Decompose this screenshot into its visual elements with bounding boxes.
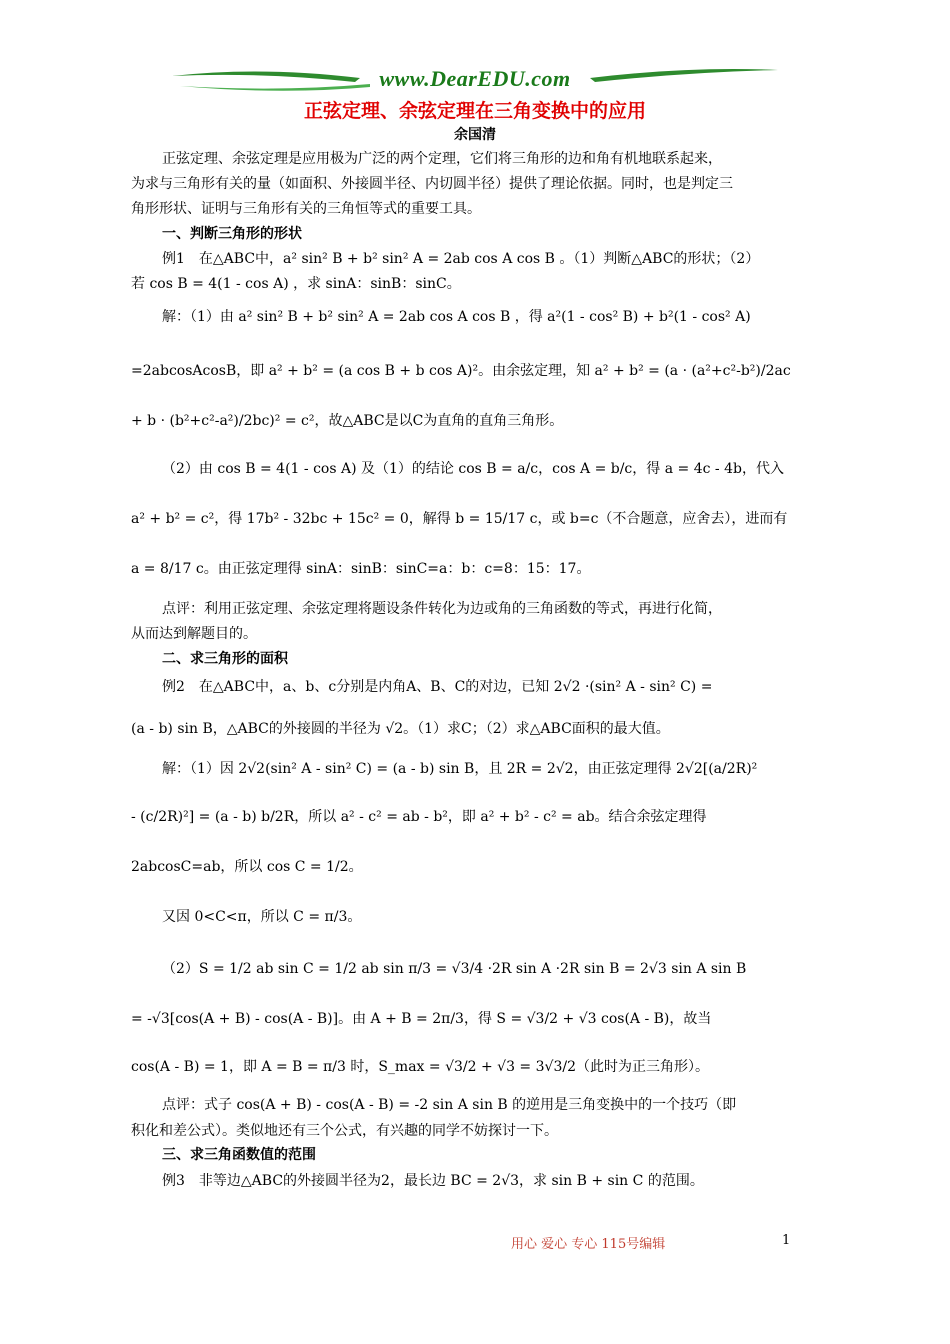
solution-line: =2abcosAcosB，即 a² + b² = (a cos B + b cos A)²。由余弦定理，知 a² + b² = (a · (a²+c²-b²)/2ac (131, 363, 791, 379)
solution-line: （2）由 cos B = 4(1 - cos A) 及（1）的结论 cos B = a/c，cos A = b/c，得 a = 4c - 4b，代入 (162, 461, 784, 477)
solution-line: 解：（1）由 a² sin² B + b² sin² A = 2ab cos A cos B ，得 a²(1 - cos² B) + b²(1 - cos² A) (162, 309, 751, 325)
page-title: 正弦定理、余弦定理在三角变换中的应用 (303, 100, 646, 122)
solution-line: - (c/2R)²] = (a - b) b/2R，所以 a² - c² = ab - b²，即 a² + b² - c² = ab。结合余弦定理得 (131, 809, 707, 825)
solution-line: + b · (b²+c²-a²)/2bc)² = c²，故△ABC是以C为直角的直角三角形。 (131, 413, 564, 429)
footer-text: 用心 爱心 专心 115号编辑 (511, 1237, 666, 1252)
site-banner (170, 62, 780, 98)
example-line: 例1 在△ABC中，a² sin² B + b² sin² A = 2ab cos A cos B 。（1）判断△ABC的形状；（2） (162, 251, 760, 267)
solution-line: cos(A - B) = 1，即 A = B = π/3 时，S_max = √3/2 + √3 = 3√3/2（此时为正三角形）。 (131, 1059, 709, 1075)
solution-line: 解：（1）因 2√2(sin² A - sin² C) = (a - b) sin B，且 2R = 2√2，由正弦定理得 2√2[(a/2R)² (162, 761, 758, 777)
comment-line: 点评：式子 cos(A + B) - cos(A - B) = -2 sin A sin B 的逆用是三角变换中的一个技巧（即 (162, 1097, 737, 1113)
section-heading: 三、求三角函数值的范围 (162, 1147, 316, 1163)
example-line: 例2 在△ABC中，a、b、c分别是内角A、B、C的对边，已知 2√2 ·(sin² A - sin² C) = (162, 679, 713, 695)
example-line: 例3 非等边△ABC的外接圆半径为2，最长边 BC = 2√3，求 sin B + sin C 的范围。 (162, 1173, 704, 1189)
comment-line: 从而达到解题目的。 (131, 626, 257, 642)
section-heading: 二、求三角形的面积 (162, 651, 288, 667)
comment-line: 积化和差公式）。类似地还有三个公式，有兴趣的同学不妨探讨一下。 (131, 1123, 558, 1139)
solution-line: a = 8/17 c。由正弦定理得 sinA：sinB：sinC=a：b：c=8：15：17。 (131, 561, 591, 577)
paragraph-line: 为求与三角形有关的量（如面积、外接圆半径、内切圆半径）提供了理论依据。同时，也是判定三 (131, 176, 733, 192)
solution-line: a² + b² = c²，得 17b² - 32bc + 15c² = 0，解得 b = 15/17 c，或 b=c（不合题意，应舍去），进而有 (131, 511, 788, 527)
comment-line: 点评：利用正弦定理、余弦定理将题设条件转化为边或角的三角函数的等式，再进行化简， (162, 601, 722, 617)
paragraph-line: 角形形状、证明与三角形有关的三角恒等式的重要工具。 (131, 201, 481, 217)
paragraph-line: 正弦定理、余弦定理是应用极为广泛的两个定理，它们将三角形的边和角有机地联系起来， (162, 151, 722, 167)
page-number: 1 (782, 1233, 791, 1248)
solution-line: 又因 0<C<π，所以 C = π/3。 (162, 909, 362, 925)
banner-text: www.DearEDU.com (379, 66, 571, 91)
solution-line: = -√3[cos(A + B) - cos(A - B)]。由 A + B = 2π/3，得 S = √3/2 + √3 cos(A - B)，故当 (131, 1011, 712, 1027)
author: 余国清 (454, 127, 496, 143)
example-line: 若 cos B = 4(1 - cos A) ，求 sinA：sinB：sinC。 (131, 276, 461, 292)
example-line: (a - b) sin B，△ABC的外接圆的半径为 √2。（1）求C；（2）求△ABC面积的最大值。 (131, 721, 670, 737)
solution-line: （2）S = 1/2 ab sin C = 1/2 ab sin π/3 = √3/4 ·2R sin A ·2R sin B = 2√3 sin A sin B (162, 961, 747, 977)
section-heading: 一、判断三角形的形状 (162, 226, 302, 242)
solution-line: 2abcosC=ab，所以 cos C = 1/2。 (131, 859, 363, 875)
